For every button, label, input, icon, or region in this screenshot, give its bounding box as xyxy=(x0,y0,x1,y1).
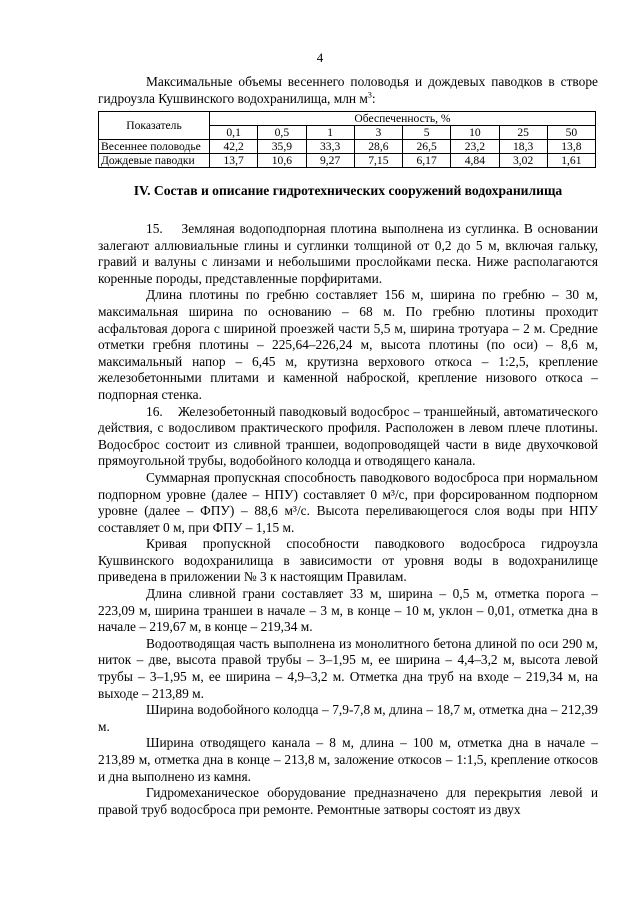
table-row xyxy=(99,154,596,168)
paragraph: Суммарная пропускная способность паводкового водосброса при нормальном подпорном уровне (далее – НПУ) составляет 0 м³/с, при форсированном подпорном уровне (далее – ФПУ) – 88,6 м³/с. Высота переливающегося слоя воды при НПУ составляет 0 м, при ФПУ – 1,15 м. xyxy=(98,469,598,535)
table-percent-cell: 5 xyxy=(403,126,451,140)
table-row-label: Дождевые паводки xyxy=(99,154,210,168)
section-title: IV. Состав и описание гидротехнических сооружений водохранилища xyxy=(133,183,563,198)
table-row xyxy=(99,140,596,154)
table-cell: 18,3 xyxy=(499,140,547,154)
table-caption-end: : xyxy=(371,90,376,106)
table-percent-cell: 0,1 xyxy=(210,126,258,140)
table-cell: 4,84 xyxy=(451,154,499,168)
table-percent-cell: 10 xyxy=(451,126,499,140)
table-percent-cell: 0,5 xyxy=(258,126,306,140)
table-percent-cell: 25 xyxy=(499,126,547,140)
paragraph: Ширина отводящего канала – 8 м, длина – 100 м, отметка дна в начале – 213,89 м, отметка дна в конце – 213,8 м, заложение откосов – 1:1,5, крепление откосов и дна выполнено из камня. xyxy=(98,735,598,784)
table-cell: 28,6 xyxy=(354,140,402,154)
paragraph: Длина плотины по гребню составляет 156 м, ширина по гребню – 30 м, максимальная ширина по основанию – 68 м. По гребню плотины проходит асфальтовая дорога с шириной проезжей части 5,5 м, ширина тротуара – 2 м. Средние отметки гребня плотины – 225,64–226,24 м, высота плотины (по оси) – 8,6 м, максимальный напор – 6,45 м, крутизна верхового откоса – 1:2,5, крепление железобетонными плитами и каменной наброской, крепление низового откоса – подпорная стенка. xyxy=(98,287,598,402)
table-cell: 13,7 xyxy=(210,154,258,168)
paragraph: Ширина водобойного колодца – 7,9-7,8 м, длина – 18,7 м, отметка дна – 212,39 м. xyxy=(98,702,598,734)
table-cell: 26,5 xyxy=(403,140,451,154)
flood-volume-table xyxy=(98,111,596,168)
table-cell: 9,27 xyxy=(306,154,354,168)
paragraph: 15. Земляная водоподпорная плотина выполнена из суглинка. В основании залегают аллювиальные глины и суглинки толщиной от 0,2 до 5 м, включая гальку, гравий и валуны с линзами и небольшими прослойками песка. Ниже располагаются коренные породы, представленные порфиритами. xyxy=(98,221,598,286)
paragraph: Водоотводящая часть выполнена из монолитного бетона длиной по оси 290 м, ниток – две, высота правой трубы – 3–1,95 м, ее ширина – 4,4–3,2 м, высота левой трубы – 3–1,95 м, ее ширина – 4,9–3,2 м. Отметка дна труб на входе – 219,34 м, на выходе – 213,89 м. xyxy=(98,635,598,701)
paragraph: 16. Железобетонный паводковый водосброс – траншейный, автоматического действия, с водосливом практического профиля. Расположен в левом плече плотины. Водосброс состоит из сливной траншеи, водопроводящей части в виде двухочковой прямоугольной трубы, водобойного колодца и отводящего канала. xyxy=(98,403,598,469)
table-cell: 23,2 xyxy=(451,140,499,154)
table-caption-text: Максимальные объемы весеннего половодья и дождевых паводков в створе гидроузла Кушвинского водохранилища, млн м xyxy=(98,74,598,106)
table-header-row xyxy=(99,112,596,126)
table-cell: 1,61 xyxy=(547,154,595,168)
table-cell: 3,02 xyxy=(499,154,547,168)
table-group-header: Обеспеченность, % xyxy=(210,112,596,126)
table-percent-cell: 3 xyxy=(354,126,402,140)
table-cell: 10,6 xyxy=(258,154,306,168)
page-number: 4 xyxy=(316,50,324,65)
section-body xyxy=(98,221,598,818)
table-col-header: Показатель xyxy=(99,112,210,140)
table-cell: 42,2 xyxy=(210,140,258,154)
table-percent-cell: 1 xyxy=(306,126,354,140)
table-cell: 35,9 xyxy=(258,140,306,154)
table-caption-unit-exponent: 3 xyxy=(367,90,372,100)
table-cell: 13,8 xyxy=(547,140,595,154)
table-caption xyxy=(98,74,598,107)
table-cell: 33,3 xyxy=(306,140,354,154)
paragraph: Кривая пропускной способности паводкового водосброса гидроузла Кушвинского водохранилища в зависимости от уровня воды в водохранилище приведена в приложении № 3 к настоящим Правилам. xyxy=(98,536,598,585)
table-percent-cell: 50 xyxy=(547,126,595,140)
table-cell: 7,15 xyxy=(354,154,402,168)
table-row-label: Весеннее половодье xyxy=(99,140,210,154)
paragraph: Длина сливной грани составляет 33 м, ширина – 0,5 м, отметка порога – 223,09 м, ширина траншеи в начале – 3 м, в конце – 10 м, уклон – 0,01, отметка дна в начале – 219,67 м, в конце – 219,34 м. xyxy=(98,586,598,635)
table-cell: 6,17 xyxy=(403,154,451,168)
paragraph: Гидромеханическое оборудование предназначено для перекрытия левой и правой труб водосброса при ремонте. Ремонтные затворы состоят из двух xyxy=(98,785,598,817)
